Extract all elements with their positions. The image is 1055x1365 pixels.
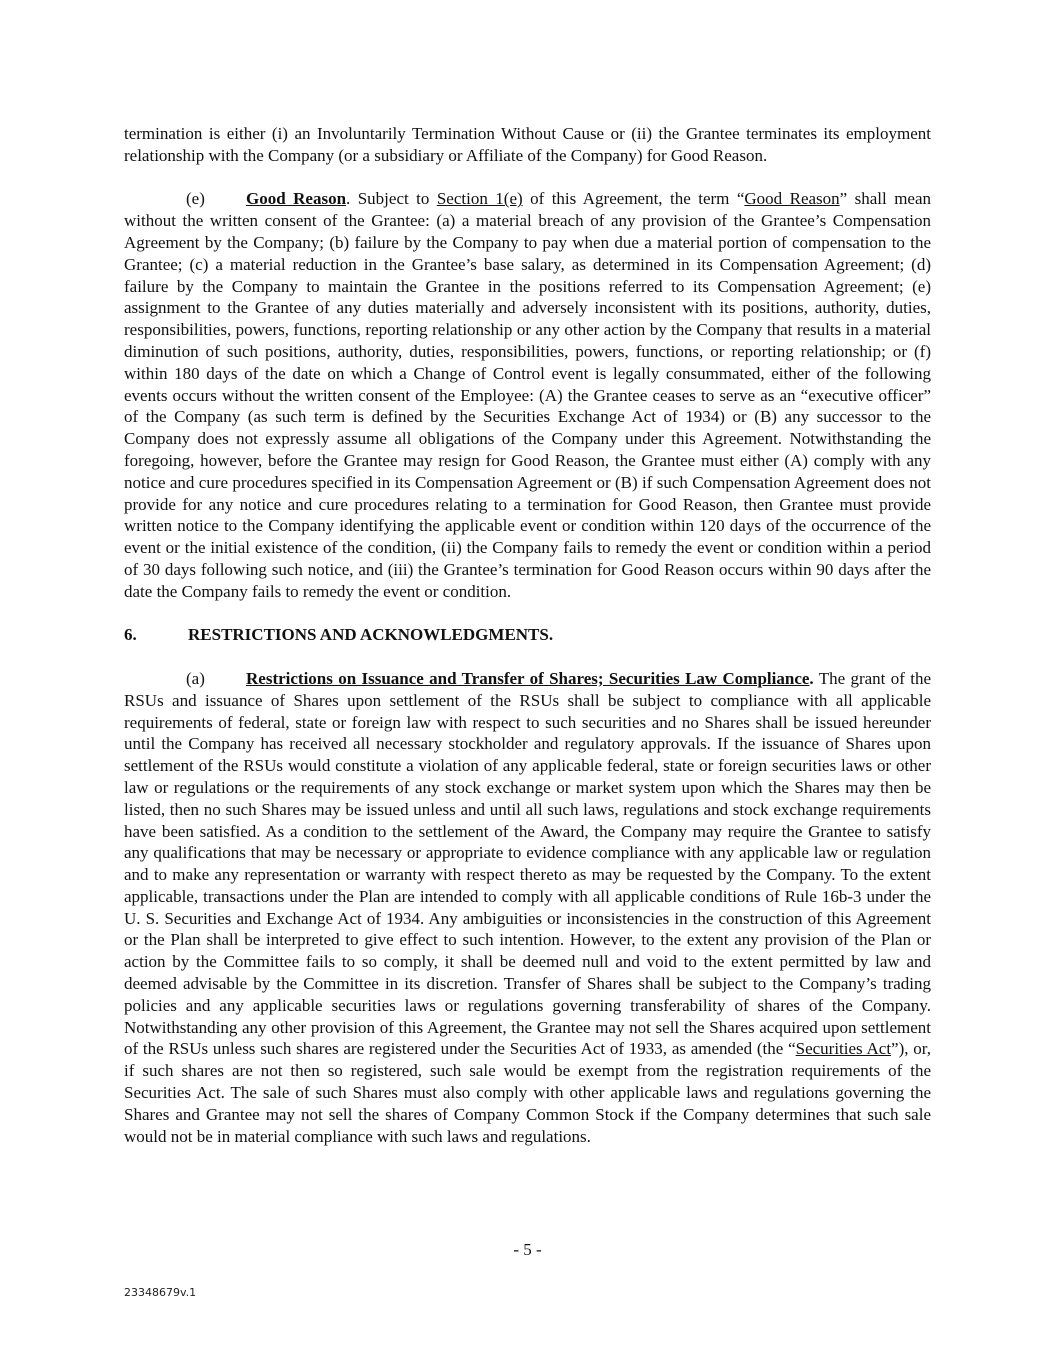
securities-act-defined-term: Securities Act: [795, 1039, 892, 1059]
section-6-number: 6.: [124, 625, 137, 645]
section-6-title: RESTRICTIONS AND ACKNOWLEDGMENTS.: [188, 625, 554, 645]
section-6a-text-2: ”), or, if such shares are not then so registered, such sale would be exempt from the registration requirements of the Securities Act. The sale of such Shares must also comply with other applicable laws and regulations governing the Shares and Grantee may not sell the shares of Company Common Stock if the Company determines that such sale would not be in material compliance with such laws and regulations.: [124, 1039, 932, 1146]
section-1e-reference: Section 1(e): [436, 189, 523, 209]
section-5e-text-1: . Subject to: [346, 189, 437, 209]
section-5e-text-3: ” shall mean without the written consent of the Grantee: (a) a material breach of any provision of the Grantee’s Compensation Agreement by the Company; (b) failure by the Company to pay when due a material portion of compensation to the Grantee; (c) a material reduction in the Grantee’s base salary, as determined in its Compensation Agreement; (d) failure by the Company to maintain the Grantee in the positions referred to its Compensation Agreement; (e) assignment to the Grantee of any duties materially and adversely inconsistent with its positions, authority, duties, responsibilities, powers, functions, reporting relationship or any other action by the Company that results in a material diminution of such positions, authority, duties, responsibilities, powers, functions, or reporting relationship; or (f) within 180 days of the date on which a Change of Control event is legally consummated, either of the following events occurs without the written consent of the Employee: (A) the Grantee ceases to serve as an “executive officer” of the Company (as such term is defined by the Securities Exchange Act of 1934) or (B) any successor to the Company does not expressly assume all obligations of the Company under this Agreement. Notwithstanding the foregoing, however, before the Grantee may resign for Good Reason, the Grantee must either (A) comply with any notice and cure procedures specified in its Compensation Agreement or (B) if such Compensation Agreement does not provide for any notice and cure procedures relating to a termination for Good Reason, then Grantee must provide written notice to the Company identifying the applicable event or condition within 120 days of the occurrence of the event or the initial existence of the condition, (ii) the Company fails to remedy the event or condition within a period of 30 days following such notice, and (iii) the Grantee’s termination for Good Reason occurs within 90 days after the date the Company fails to remedy the event or condition.: [124, 189, 932, 601]
section-6a-text-1: The grant of the RSUs and issuance of Shares upon settlement of the RSUs shall be subject to compliance with all applicable requirements of federal, state or foreign law with respect to such securities and no Shares shall be issued hereunder until the Company has received all necessary stockholder and regulatory approvals. If the issuance of Shares upon settlement of the RSUs would constitute a violation of any applicable federal, state or foreign securities laws or other law or regulations or the requirements of any stock exchange or market system upon which the Shares may then be listed, then no such Shares may be issued unless and until all such laws, regulations and stock exchange requirements have been satisfied. As a condition to the settlement of the Award, the Company may require the Grantee to satisfy any qualifications that may be necessary or appropriate to evidence compliance with any applicable law or regulation and to make any representation or warranty with respect thereto as may be requested by the Company. To the extent applicable, transactions under the Plan are intended to comply with all applicable conditions of Rule 16b-3 under the U. S. Securities and Exchange Act of 1934. Any ambiguities or inconsistencies in the construction of this Agreement or the Plan shall be interpreted to give effect to such intention. However, to the extent any provision of the Plan or action by the Committee fails to so comply, it shall be deemed null and void to the extent permitted by law and deemed advisable by the Committee in its discretion. Transfer of Shares shall be subject to the Company’s trading policies and any applicable securities laws or regulations governing transferability of shares of the Company. Notwithstanding any other provision of this Agreement, the Grantee may not sell the Shares acquired upon settlement of the RSUs unless such shares are registered under the Securities Act of 1933, as amended (the “: [124, 668, 931, 1059]
section-6-heading: [124, 624, 931, 646]
section-5e-title: Good Reason: [246, 189, 347, 209]
section-6a-title: Restrictions on Issuance and Transfer of Shares; Securities Law Compliance: [246, 668, 810, 688]
section-5e-number: (e): [186, 189, 205, 209]
section-5e-text-2: of this Agreement, the term “: [522, 189, 745, 209]
good-reason-defined-term: Good Reason: [744, 189, 840, 209]
document-page: [124, 123, 931, 1147]
continuation-paragraph: [124, 123, 931, 167]
section-6a-number: (a): [186, 668, 205, 688]
continuation-text: termination is either (i) an Involuntarily Termination Without Cause or (ii) the Grantee terminates its employment relationship with the Company (or a subsidiary or Affiliate of the Company) for Good Reason.: [124, 124, 931, 165]
section-6a-paragraph: [124, 668, 931, 1148]
section-6a-title-period: .: [809, 668, 814, 688]
section-5e-paragraph: [124, 188, 931, 602]
document-id: 23348679v.1: [124, 1286, 197, 1299]
page-number: - 5 -: [513, 1240, 542, 1259]
